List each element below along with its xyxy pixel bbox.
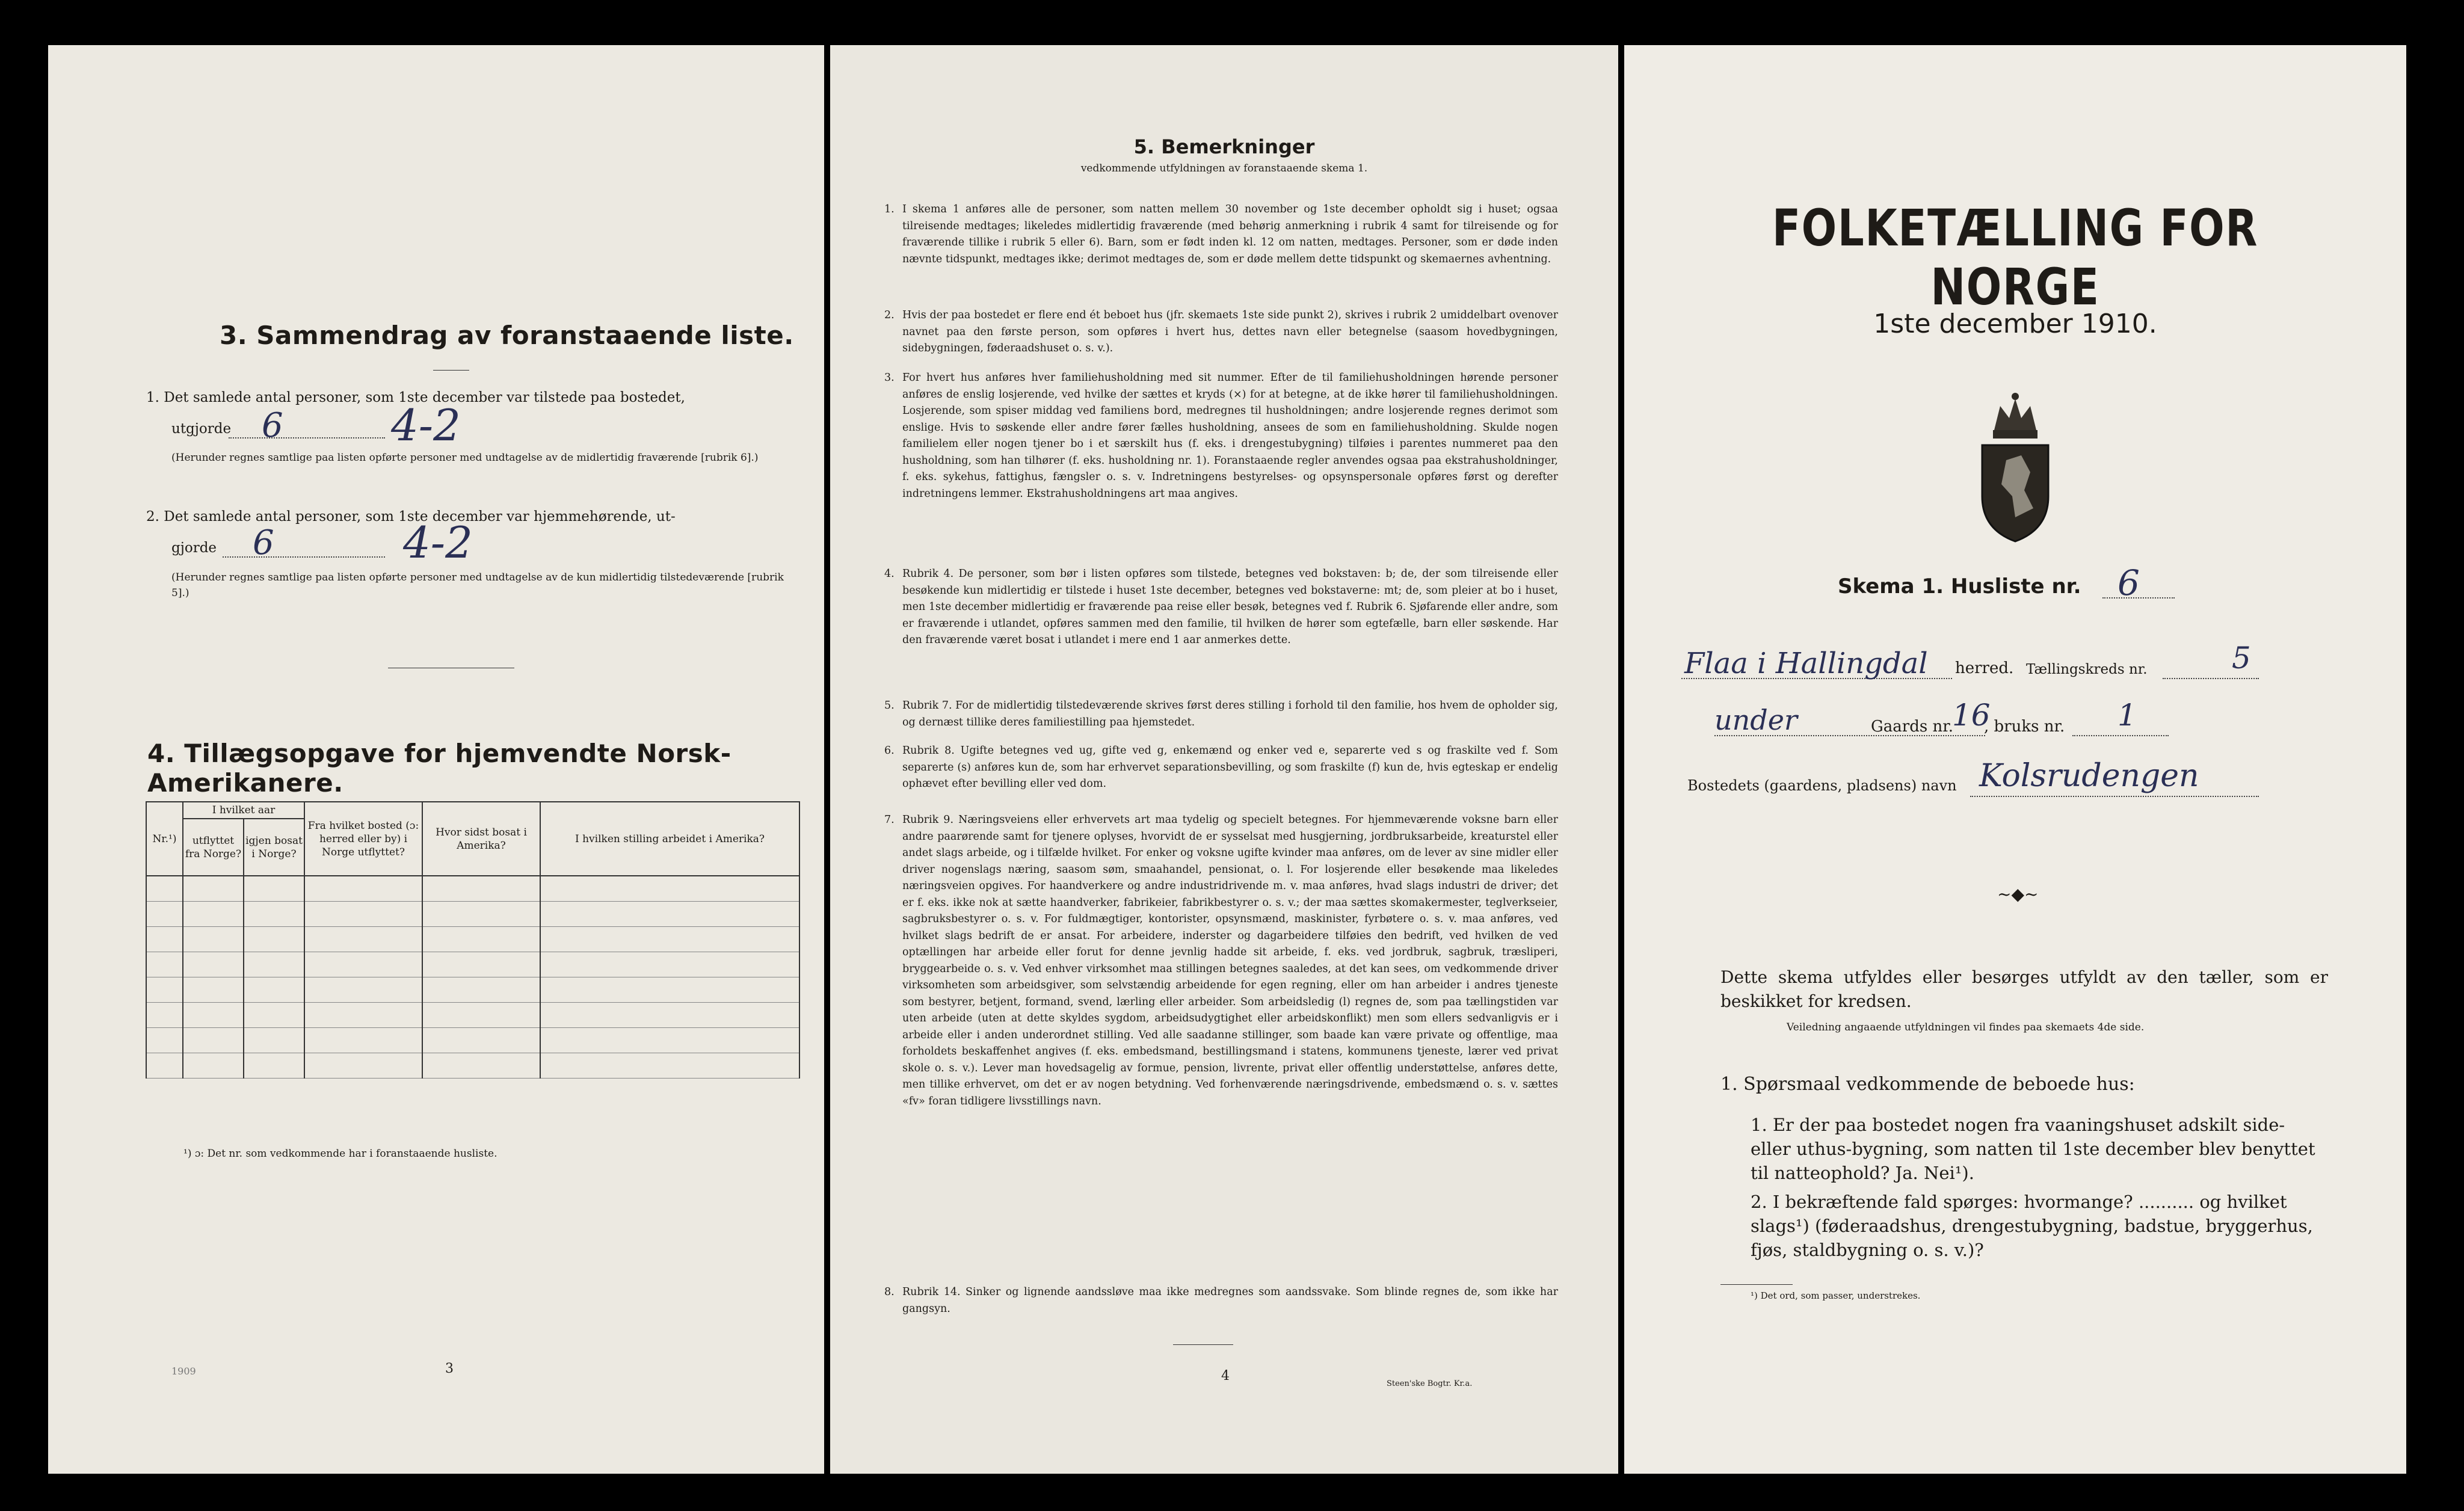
herred-label: herred. [1955,659,2014,677]
section-3-title: 3. Sammendrag av foranstaaende liste. [220,321,794,350]
coat-of-arms-icon [1964,388,2066,544]
remark-2: 2. Hvis der paa bostedet er flere end ét beboet hus (jfr. skemaets 1ste side punkt 2), skrives i rubrik 2 umiddelbart ovenover navnet paa den første person, som opføres i hvert hus, dettes navn eller betegnelse (saasom hovedbygningen, sidebygningen, føderaadshuset o. s. v.). [884,309,1558,354]
remarks-subtitle: vedkommende utfyldningen av foranstaaende skema 1. [1080,162,1368,174]
table-row [146,952,799,977]
page-1 [1624,45,2406,1474]
intro-small: Veiledning angaaende utfyldningen vil findes paa skemaets 4de side. [1787,1021,2145,1033]
table-row [146,927,799,952]
table-row [146,1028,799,1053]
col-from-place: Fra hvilket bosted (ɔ: herred eller by) i Norge utflyttet? [304,802,422,876]
table-row [146,1053,799,1079]
gaards-number: 16 [1952,698,1991,733]
page-3 [48,45,824,1474]
col-nr: Nr.¹) [146,802,183,876]
remark-8: 8. Rubrik 14. Sinker og lignende aandssløve maa ikke medregnes som aandssvake. Som blinde regnes de, som ikke har gangsyn. [884,1286,1558,1315]
intro-text: Dette skema utfyldes eller besørges utfyldt av den tæller, som er beskikket for kredsen. [1720,967,2328,1011]
bosted-fill-line [1970,796,2259,797]
norsk-amerikanere-table [146,801,800,1079]
item-1-hand-a: 6 [262,406,283,445]
table-row [146,977,799,1003]
item-2-hand-a: 6 [253,523,274,562]
remark-7: 7. Rubrik 9. Næringsveiens eller erhvervets art maa tydelig og specielt betegnes. For hjemmeværende voksne barn eller andre paarørende samt for tjenere oplyses, hvorvidt de er sysselsat med husgjerning, jordbruksarbeide, kreaturstel eller andet slags arbeide, og i tilfælde hvilket. For enker og voksne ugifte kvinder maa anføres, om de lever av sine midler eller driver nogenslags næring, saasom søm, smaahandel, pensionat, o. l. For losjerende eller besøkende maa likeledes næringsveien opgives. For haandverkere og andre industridrivende m. v. maa anføres, hvad slags industri de driver; det er f. eks. ikke nok at sætte haandverker, fabrikeier, fabrikbestyrer o. s. v.; der maa sættes skomakermester, teglverkseier, sagbruksbestyrer o. s. v. For fuldmægtiger, kontorister, opsynsmænd, maskinister, fyrbøtere o. s. v. maa anføres, ved hvilket slags bedrift de er ansat. For arbeidere, inderster og dagarbeidere tilføies den bedrift, ved hvilken de ved optællingen har arbeide eller forut for denne jevnlig hadde sit arbeide, f. eks. ved jordbruk, sagbruk, træsliperi, bryggearbeide o. s. v. Ved enhver virksomhet maa stillingen betegnes saaledes, at det kan sees, om vedkommende driver virksomheten som arbeidsgiver, som selvstændig arbeidende for egen regning, eller om han arbeider i andres tjeneste som bestyrer, betjent, formand, svend, lærling eller arbeider. Som arbeidsledig (l) regnes de, som paa tællingstiden var uten arbeide (uten at dette skyldes sygdom, arbeidsudygtighet eller arbeidskonflikt) men som ellers sedvanligvis er i arbeide eller i anden underordnet stilling. Ved alle saadanne stillinger, som baade kan være private og offentlige, maa forholdets beskaffenhet angives (f. eks. embedsmand, bestillingsmand i statens, kommunens tjeneste, lærer ved privat skole o. s. v.). Lever man hovedsagelig av formue, pension, livrente, privat eller offentlig understøttelse, anføres dette, men tillike erhvervet, om det er av nogen betydning. Ved forhenværende næringsdrivende, embedsmænd o. s. v. sættes «fv» foran tidligere livsstillings navn. [884,814,1558,1107]
bruks-number: 1 [2118,698,2137,733]
col-last-america: Hvor sidst bosat i Amerika? [422,802,540,876]
col-year-group: I hvilket aar [183,802,304,819]
item-2-prefix: gjorde [171,540,217,556]
page-number: 3 [445,1361,454,1376]
item-1-fill-line [229,437,385,439]
table-row [146,1003,799,1028]
page-number: 4 [1221,1368,1230,1383]
kreds-label: Tællingskreds nr. [2026,662,2148,677]
kreds-fill-line [2163,678,2259,679]
kreds-number: 5 [2232,641,2251,675]
item-1-prefix: utgjorde [171,421,232,437]
col-occupation-america: I hvilken stilling arbeidet i Amerika? [540,802,799,876]
under-hand: under [1714,704,1797,736]
remark-6: 6. Rubrik 8. Ugifte betegnes ved ug, gifte ved g, enkemænd og enker ved e, separerte ved s og fraskilte ved f. Som separerte (s) anføres kun de, som har erhvervet separationsbevilling, og som fraskilte (f) kun de, hvis egteskap er endelig ophævet efter bevilling eller ved dom. [884,745,1558,790]
corner-mark: 1909 [171,1365,196,1377]
bosted-name: Kolsrudengen [1979,758,2199,794]
cover-footnote: ¹) Det ord, som passer, understrekes. [1751,1290,1921,1301]
schema-label: Skema 1. Husliste nr. [1838,574,2081,599]
bruks-fill-line [2072,735,2169,736]
remarks-title: 5. Bemerkninger [1133,135,1315,158]
page-4 [830,45,1618,1474]
printer-mark: Steen'ske Bogtr. Kr.a. [1387,1379,1473,1388]
census-date: 1ste december 1910. [1873,309,2157,339]
bruks-label: , bruks nr. [1984,718,2065,736]
census-title: FOLKETÆLLING FOR NORGE [1772,198,2259,316]
item-2-hand-b: 4-2 [403,517,473,568]
husliste-number: 6 [2118,562,2140,603]
item-1-hand-b: 4-2 [391,400,461,451]
ornament: ~◆~ [1997,884,2039,904]
gaards-label: Gaards nr. [1871,718,1954,736]
item-1-line: 1. Det samlede antal personer, som 1ste december var tilstede paa bostedet, [146,390,685,405]
table-row [146,902,799,927]
divider [1173,1344,1233,1345]
divider [433,370,469,371]
remark-4: 4. Rubrik 4. De personer, som bør i listen opføres som tilstede, betegnes ved bokstaven: b; de, der som tilreisende eller besøkende kun midlertidig er tilstede i huset 1ste december, betegnes ved bokstaverne: mt; de, som pleier at bo i huset, men 1ste december midlertidig er fraværende paa reise eller besøk, betegnes ved f. Rubrik 6. Sjøfarende eller andre, som er fraværende i utlandet, opføres sammen med den familie, til hvilken de hører som egtefælle, barn eller søskende. Har den fraværende været bosat i utlandet i mere end 1 aar anmerkes dette. [884,568,1558,646]
question-1: 1. Er der paa bostedet nogen fra vaaningshuset adskilt side- eller uthus-bygning, som natten til 1ste december blev benyttet til natteophold? Ja. Nei¹). [1751,1115,2315,1183]
herred-name: Flaa i Hallingdal [1684,647,1928,680]
remark-1: 1. I skema 1 anføres alle de personer, som natten mellem 30 november og 1ste december opholdt sig i huset; ogsaa tilreisende medtages; likeledes midlertidig fraværende (med behørig anmerkning i rubrik 4 samt for tilreisende og for fraværende tillike i rubrik 5 eller 6). Barn, som er født inden kl. 12 om natten, medtages. Personer, som er døde inden nævnte tidspunkt, medtages ikke; derimot medtages de, som er døde mellem dette tidspunkt og skemaernes avhentning. [884,203,1558,265]
table-footnote: ¹) ɔ: Det nr. som vedkommende har i foranstaaende husliste. [183,1148,497,1160]
section-4-title: 4. Tillægsopgave for hjemvendte Norsk-Amerikanere. [147,739,732,798]
col-emigrated: utflyttet fra Norge? [183,819,244,876]
item-2-fill-line [223,556,385,558]
item-1-note: (Herunder regnes samtlige paa listen opførte personer med undtagelse av de midlertidig fraværende [rubrik 6].) [171,452,759,464]
item-2-note: (Herunder regnes samtlige paa listen opførte personer med undtagelse av de kun midlertidig tilstedeværende [rubrik 5].) [171,571,784,599]
col-returned: igjen bosat i Norge? [244,819,304,876]
item-2-line: 2. Det samlede antal personer, som 1ste december var hjemmehørende, ut- [146,509,676,525]
question-2: 2. I bekræftende fald spørges: hvormange? .......... og hvilket slags¹) (føderaadshus, drengestubygning, badstue, bryggerhus, fjøs, staldbygning o. s. v.)? [1751,1192,2313,1260]
table-row [146,876,799,902]
remark-5: 5. Rubrik 7. For de midlertidig tilstedeværende skrives først deres stilling i forhold til den familie, hos hvem de opholder sig, og dernæst tillike deres familiestilling paa hjemstedet. [884,700,1558,728]
question-heading: 1. Spørsmaal vedkommende de beboede hus: [1720,1074,2135,1095]
bosted-label: Bostedets (gaardens, pladsens) navn [1687,777,1957,794]
remark-3: 3. For hvert hus anføres hver familiehusholdning med sit nummer. Efter de til familiehusholdningen hørende personer anføres de enslig losjerende, ved hvilke der sættes et kryds (×) for at betegne, at de ikke hører til familiehusholdningen. Losjerende, som spiser middag ved familiens bord, medregnes til husholdningen; andre losjerende regnes derimot som enslige. Hvis to søskende eller andre fører fælles husholdning, ansees de som en familiehusholdning. Skulde nogen familielem eller nogen tjener bo i et særskilt hus (f. eks. i drengestubygning) tilføies i parentes nummeret paa den husholdning, som han tilhører (f. eks. husholdning nr. 1). Foranstaaende regler anvendes ogsaa paa ekstrahusholdninger, f. eks. sykehus, fattighus, fængsler o. s. v. Indretningens bestyrelses- og opsynspersonale opføres først og derefter indretningens lemmer. Ekstrahusholdningens art maa angives. [884,372,1558,500]
divider [1720,1284,1793,1285]
